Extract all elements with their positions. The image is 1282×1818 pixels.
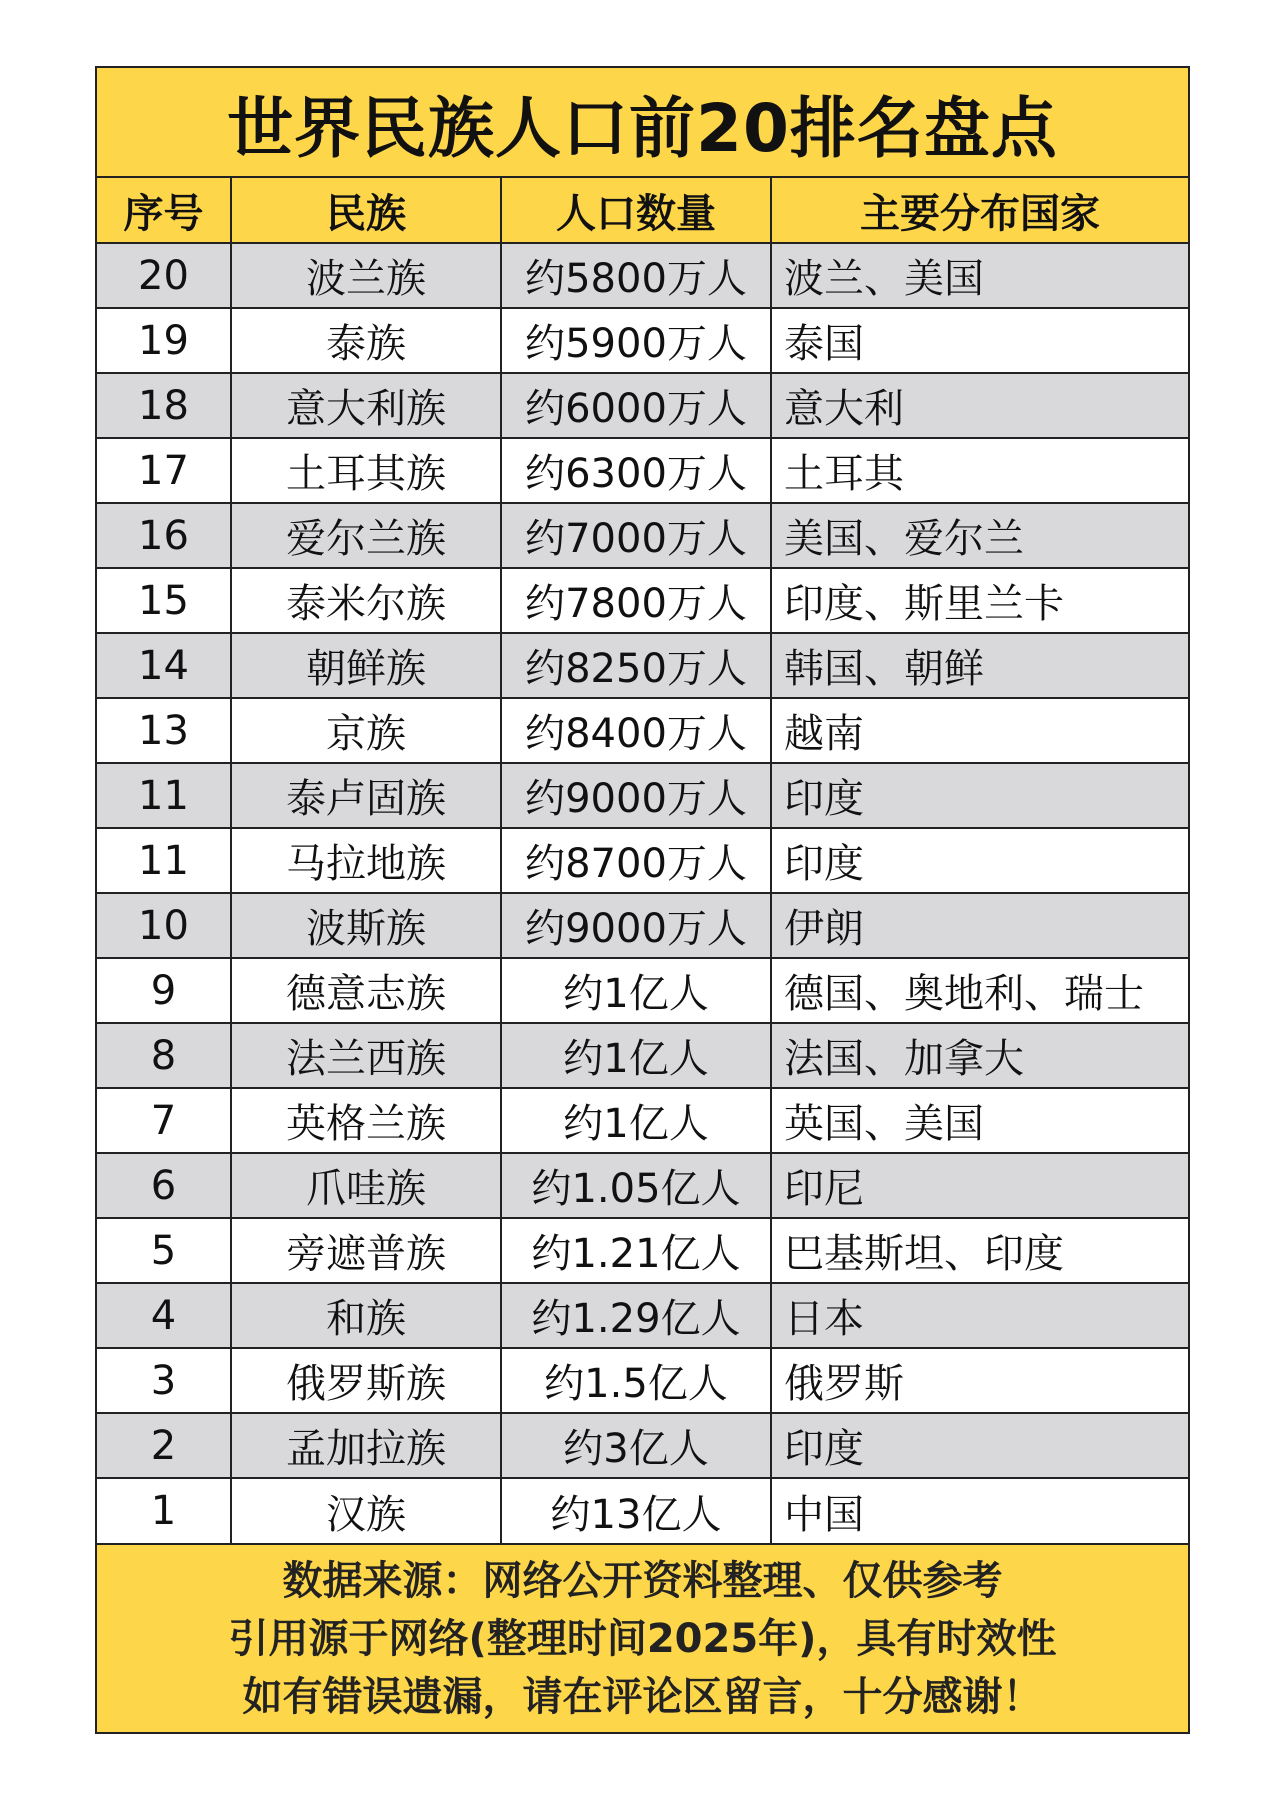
rank-cell: 2 (97, 1413, 231, 1478)
table-row (97, 893, 1188, 958)
countries-cell: 波兰、美国 (771, 243, 1188, 308)
population-cell: 约13亿人 (501, 1478, 771, 1543)
ethnicity-cell: 泰卢固族 (231, 763, 501, 828)
ethnicity-cell: 马拉地族 (231, 828, 501, 893)
table-row (97, 958, 1188, 1023)
ethnicity-cell: 汉族 (231, 1478, 501, 1543)
ranking-table-card (95, 66, 1190, 1734)
table-row (97, 633, 1188, 698)
ethnicity-cell: 旁遮普族 (231, 1218, 501, 1283)
table-row (97, 568, 1188, 633)
population-cell: 约8400万人 (501, 698, 771, 763)
table-row (97, 1348, 1188, 1413)
countries-cell: 俄罗斯 (771, 1348, 1188, 1413)
ethnic-population-table (97, 178, 1188, 1543)
countries-cell: 中国 (771, 1478, 1188, 1543)
ethnicity-cell: 爱尔兰族 (231, 503, 501, 568)
population-cell: 约1亿人 (501, 958, 771, 1023)
table-row (97, 1283, 1188, 1348)
rank-cell: 1 (97, 1478, 231, 1543)
header-countries: 主要分布国家 (771, 178, 1188, 243)
rank-cell: 6 (97, 1153, 231, 1218)
table-header-row (97, 178, 1188, 243)
source-note-line: 数据来源：网络公开资料整理、仅供参考 (282, 1557, 1003, 1604)
countries-cell: 意大利 (771, 373, 1188, 438)
rank-cell: 17 (97, 438, 231, 503)
rank-cell: 11 (97, 828, 231, 893)
ethnicity-cell: 泰族 (231, 308, 501, 373)
population-cell: 约5900万人 (501, 308, 771, 373)
ethnicity-cell: 意大利族 (231, 373, 501, 438)
countries-cell: 越南 (771, 698, 1188, 763)
rank-cell: 8 (97, 1023, 231, 1088)
countries-cell: 泰国 (771, 308, 1188, 373)
countries-cell: 德国、奥地利、瑞士 (771, 958, 1188, 1023)
table-row (97, 1023, 1188, 1088)
source-note (97, 1543, 1188, 1732)
rank-cell: 9 (97, 958, 231, 1023)
countries-cell: 法国、加拿大 (771, 1023, 1188, 1088)
ethnicity-cell: 法兰西族 (231, 1023, 501, 1088)
population-cell: 约1亿人 (501, 1023, 771, 1088)
table-row (97, 1218, 1188, 1283)
countries-cell: 巴基斯坦、印度 (771, 1218, 1188, 1283)
population-cell: 约5800万人 (501, 243, 771, 308)
ethnicity-cell: 京族 (231, 698, 501, 763)
header-rank: 序号 (97, 178, 231, 243)
ethnicity-cell: 和族 (231, 1283, 501, 1348)
table-row (97, 1413, 1188, 1478)
countries-cell: 印度、斯里兰卡 (771, 568, 1188, 633)
ethnicity-cell: 土耳其族 (231, 438, 501, 503)
ethnicity-cell: 波兰族 (231, 243, 501, 308)
rank-cell: 5 (97, 1218, 231, 1283)
rank-cell: 16 (97, 503, 231, 568)
population-cell: 约6300万人 (501, 438, 771, 503)
source-note-line: 如有错误遗漏，请在评论区留言，十分感谢！ (242, 1673, 1043, 1720)
table-row (97, 1153, 1188, 1218)
population-cell: 约9000万人 (501, 893, 771, 958)
source-note-line: 引用源于网络(整理时间2025年)，具有时效性 (228, 1615, 1057, 1662)
ethnicity-cell: 英格兰族 (231, 1088, 501, 1153)
table-row (97, 243, 1188, 308)
population-cell: 约8250万人 (501, 633, 771, 698)
countries-cell: 印度 (771, 763, 1188, 828)
rank-cell: 13 (97, 698, 231, 763)
table-row (97, 438, 1188, 503)
countries-cell: 印度 (771, 828, 1188, 893)
population-cell: 约1亿人 (501, 1088, 771, 1153)
table-row (97, 308, 1188, 373)
ethnicity-cell: 波斯族 (231, 893, 501, 958)
population-cell: 约1.29亿人 (501, 1283, 771, 1348)
ethnicity-cell: 俄罗斯族 (231, 1348, 501, 1413)
ethnicity-cell: 爪哇族 (231, 1153, 501, 1218)
population-cell: 约6000万人 (501, 373, 771, 438)
countries-cell: 美国、爱尔兰 (771, 503, 1188, 568)
population-cell: 约9000万人 (501, 763, 771, 828)
rank-cell: 20 (97, 243, 231, 308)
population-cell: 约7000万人 (501, 503, 771, 568)
rank-cell: 3 (97, 1348, 231, 1413)
table-row (97, 1088, 1188, 1153)
rank-cell: 11 (97, 763, 231, 828)
header-population: 人口数量 (501, 178, 771, 243)
countries-cell: 日本 (771, 1283, 1188, 1348)
rank-cell: 15 (97, 568, 231, 633)
countries-cell: 印尼 (771, 1153, 1188, 1218)
population-cell: 约1.21亿人 (501, 1218, 771, 1283)
table-row (97, 698, 1188, 763)
ethnicity-cell: 朝鲜族 (231, 633, 501, 698)
ethnicity-cell: 泰米尔族 (231, 568, 501, 633)
rank-cell: 10 (97, 893, 231, 958)
countries-cell: 伊朗 (771, 893, 1188, 958)
population-cell: 约1.5亿人 (501, 1348, 771, 1413)
table-row (97, 503, 1188, 568)
table-row (97, 828, 1188, 893)
countries-cell: 韩国、朝鲜 (771, 633, 1188, 698)
population-cell: 约1.05亿人 (501, 1153, 771, 1218)
ethnicity-cell: 孟加拉族 (231, 1413, 501, 1478)
table-row (97, 1478, 1188, 1543)
countries-cell: 土耳其 (771, 438, 1188, 503)
table-row (97, 373, 1188, 438)
rank-cell: 7 (97, 1088, 231, 1153)
rank-cell: 4 (97, 1283, 231, 1348)
countries-cell: 英国、美国 (771, 1088, 1188, 1153)
population-cell: 约7800万人 (501, 568, 771, 633)
population-cell: 约3亿人 (501, 1413, 771, 1478)
rank-cell: 14 (97, 633, 231, 698)
table-row (97, 763, 1188, 828)
rank-cell: 19 (97, 308, 231, 373)
page-title: 世界民族人口前20排名盘点 (97, 68, 1188, 178)
population-cell: 约8700万人 (501, 828, 771, 893)
ethnicity-cell: 德意志族 (231, 958, 501, 1023)
header-ethnicity: 民族 (231, 178, 501, 243)
countries-cell: 印度 (771, 1413, 1188, 1478)
rank-cell: 18 (97, 373, 231, 438)
